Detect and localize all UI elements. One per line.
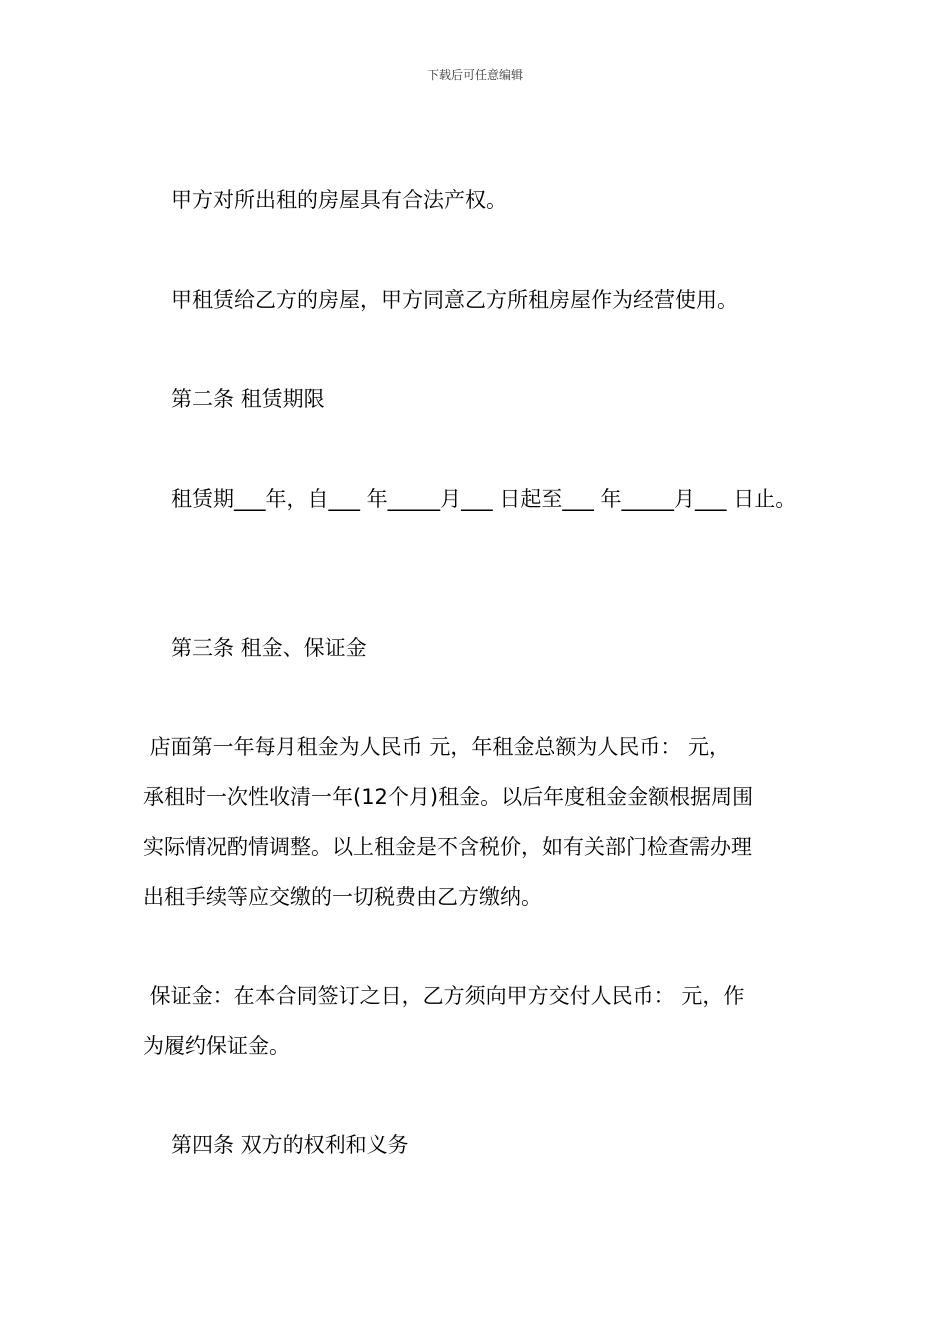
- page-header: 下载后可任意编辑: [426, 68, 523, 82]
- paragraph-rent-line-4: 出租手续等应交缴的一切税费由乙方缴纳。: [143, 885, 542, 909]
- paragraph-rent-line-2: 承租时一次性收清一年(12个月)租金。以后年度租金金额根据周围: [143, 785, 754, 809]
- paragraph-lease-use: 甲租赁给乙方的房屋，甲方同意乙方所租房屋作为经营使用。: [171, 288, 738, 312]
- section-heading-lease-term: 第二条 租赁期限: [171, 387, 325, 411]
- paragraph-lease-period: 租赁期___年，自___ 年_____月___ 日起至___ 年_____月___ 日止。: [171, 487, 797, 511]
- section-heading-rent-deposit: 第三条 租金、保证金: [171, 636, 367, 660]
- paragraph-deposit-line-2: 为履约保证金。: [143, 1034, 290, 1058]
- paragraph-rent-line-1: 店面第一年每月租金为人民币 元，年租金总额为人民币： 元，: [143, 735, 731, 759]
- paragraph-property-rights: 甲方对所出租的房屋具有合法产权。: [171, 188, 507, 212]
- section-heading-rights-obligations: 第四条 双方的权利和义务: [171, 1133, 409, 1157]
- paragraph-rent-line-3: 实际情况酌情调整。以上租金是不含税价，如有关部门检查需办理: [143, 835, 752, 859]
- paragraph-deposit-line-1: 保证金：在本合同签订之日，乙方须向甲方交付人民币： 元，作: [143, 984, 745, 1008]
